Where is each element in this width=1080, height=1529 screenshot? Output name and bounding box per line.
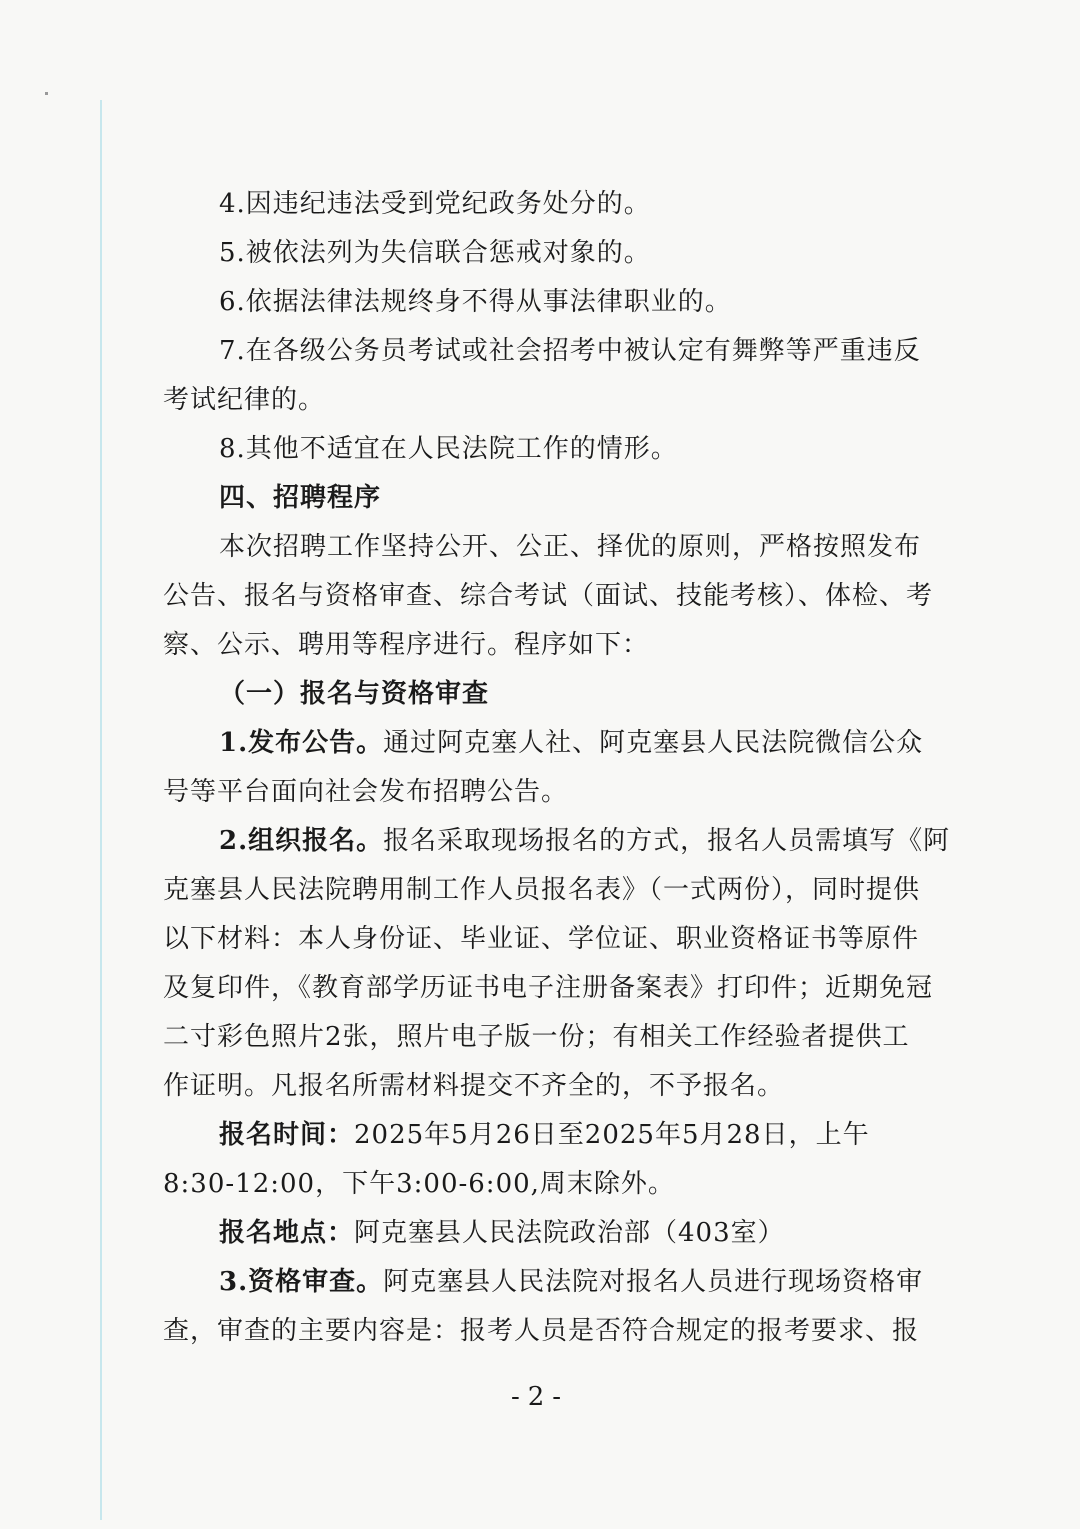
item-organize-registration-line-4: 及复印件，《教育部学历证书电子注册备案表》打印件；近期免冠 (163, 973, 934, 1003)
scan-speck (45, 92, 48, 95)
section-intro-line-2: 公告、报名与资格审查、综合考试（面试、技能考核）、体检、考 (163, 581, 934, 611)
item-organize-registration-line-2: 克塞县人民法院聘用制工作人员报名表》（一式两份），同时提供 (163, 875, 921, 905)
registration-time-label: 报名时间： (219, 1120, 355, 1150)
list-item-4: 4.因违纪违法受到党纪政务处分的。 (219, 189, 651, 219)
item-publish-announcement (163, 719, 953, 768)
registration-place (163, 1209, 953, 1258)
document-body (163, 180, 953, 1356)
item-qualification-review-continuation: 查，审查的主要内容是：报考人员是否符合规定的报考要求、报 (163, 1316, 920, 1346)
item-text: 阿克塞县人民法院对报名人员进行现场资格审 (383, 1267, 924, 1297)
section-intro-line-3: 察、公示、聘用等程序进行。程序如下： (163, 630, 650, 660)
item-label: 2.组织报名。 (219, 826, 384, 856)
section-heading-recruitment-procedure: 四、招聘程序 (219, 483, 382, 513)
item-organize-registration (163, 817, 953, 866)
item-qualification-review (163, 1258, 953, 1307)
list-item-6: 6.依据法律法规终身不得从事法律职业的。 (219, 287, 732, 317)
page-number: -2- (510, 1382, 570, 1412)
registration-place-text: 阿克塞县人民法院政治部（403室） (354, 1218, 785, 1248)
item-organize-registration-line-6: 作证明。凡报名所需材料提交不齐全的，不予报名。 (163, 1071, 785, 1101)
item-label: 1.发布公告。 (219, 728, 384, 758)
item-organize-registration-line-5: 二寸彩色照片2张，照片电子版一份；有相关工作经验者提供工 (163, 1022, 910, 1052)
list-item-8: 8.其他不适宜在人民法院工作的情形。 (219, 434, 678, 464)
item-text: 报名采取现场报名的方式，报名人员需填写《阿 (383, 826, 951, 856)
registration-time (163, 1111, 953, 1160)
scan-edge-line (100, 100, 102, 1520)
section-intro-line-1: 本次招聘工作坚持公开、公正、择优的原则，严格按照发布 (219, 532, 922, 562)
registration-time-continuation: 8:30-12:00，下午3:00-6:00,周末除外。 (163, 1169, 675, 1199)
subsection-heading-registration: （一）报名与资格审查 (219, 679, 490, 709)
item-label: 3.资格审查。 (219, 1267, 384, 1297)
item-publish-announcement-continuation: 号等平台面向社会发布招聘公告。 (163, 777, 569, 807)
list-item-7-continuation: 考试纪律的。 (163, 385, 326, 415)
registration-time-text: 2025年5月26日至2025年5月28日，上午 (354, 1120, 870, 1150)
registration-place-label: 报名地点： (219, 1218, 355, 1248)
item-organize-registration-line-3: 以下材料：本人身份证、毕业证、学位证、职业资格证书等原件 (163, 924, 920, 954)
item-text: 通过阿克塞人社、阿克塞县人民法院微信公众 (383, 728, 924, 758)
list-item-7: 7.在各级公务员考试或社会招考中被认定有舞弊等严重违反 (219, 336, 921, 366)
list-item-5: 5.被依法列为失信联合惩戒对象的。 (219, 238, 651, 268)
